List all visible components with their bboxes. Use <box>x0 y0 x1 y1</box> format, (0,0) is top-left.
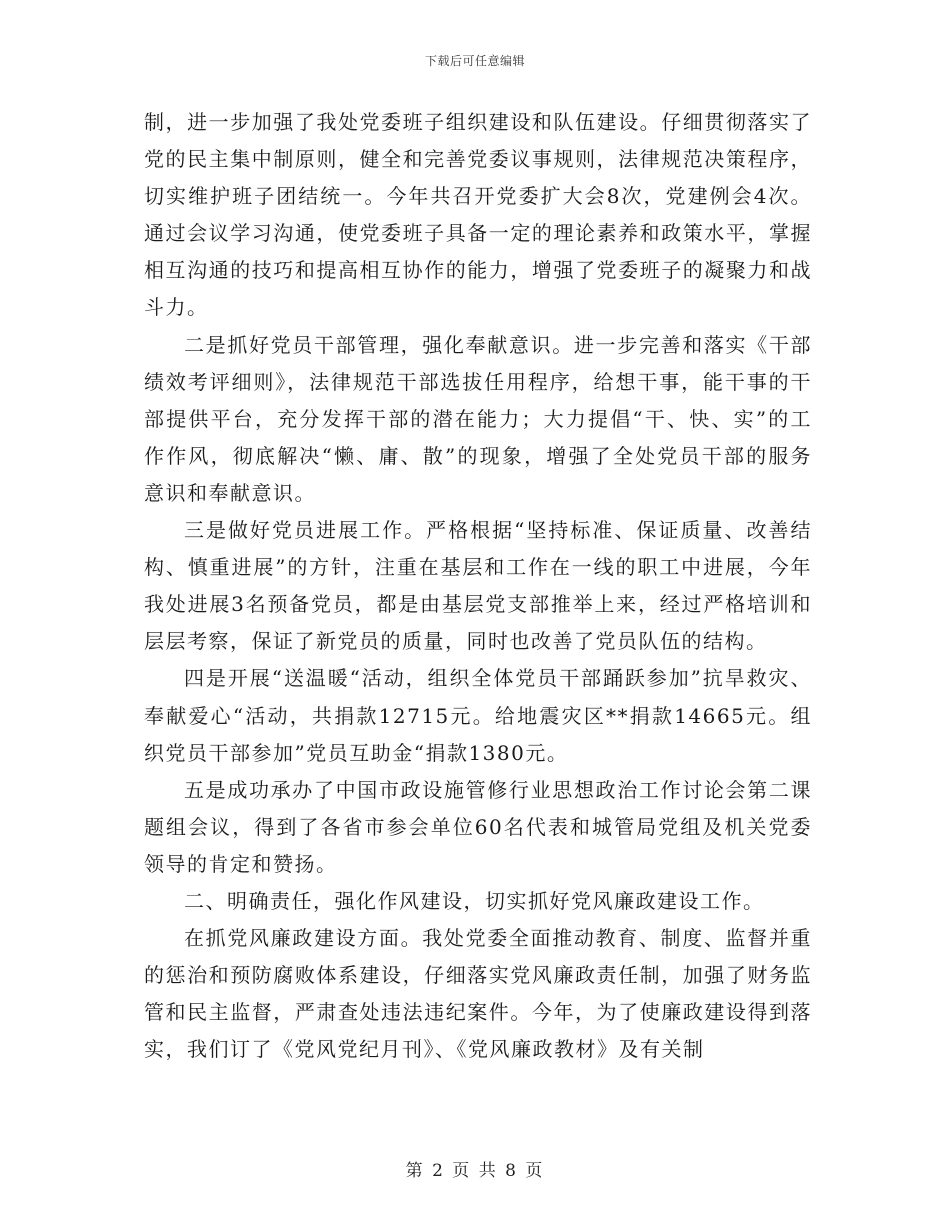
page-header: 下载后可任意编辑 <box>424 54 525 68</box>
paragraph-integrity-building: 在抓党风廉政建设方面。我处党委全面推动教育、制度、监督并重的惩治和预防腐败体系建设，仔细落实党风廉政责任制，加强了财务监管和民主监督，严肃查处违法违纪案件。今年，为了使廉政建设得到落实，我们订了《党风党纪月刊》、《党风廉政教材》及有关制 <box>144 926 812 1062</box>
paragraph-continuation: 制，进一步加强了我处党委班子组织建设和队伍建设。仔细贯彻落实了党的民主集中制原则，健全和完善党委议事规则，法律规范决策程序，切实维护班子团结统一。今年共召开党委扩大会8次，党建例会4次。通过会议学习沟通，使党委班子具备一定的理论素养和政策水平，掌握相互沟通的技巧和提高相互协作的能力，增强了党委班子的凝聚力和战斗力。 <box>144 110 812 320</box>
paragraph-cadre-management: 二是抓好党员干部管理，强化奉献意识。进一步完善和落实《干部绩效考评细则》，法律规范干部选拔任用程序，给想干事，能干事的干部提供平台，充分发挥干部的潜在能力；大力提倡“干、快、实”的工作作风，彻底解决“懒、庸、散”的现象，增强了全处党员干部的服务意识和奉献意识。 <box>144 332 812 505</box>
section-heading-responsibility: 二、明确责任，强化作风建设，切实抓好党风廉政建设工作。 <box>184 888 765 913</box>
page-number-footer: 第 2 页 共 8 页 <box>405 1161 545 1181</box>
paragraph-member-development: 三是做好党员进展工作。严格根据“坚持标准、保证质量、改善结构、慎重进展”的方针，注重在基层和工作在一线的职工中进展，今年我处进展3名预备党员，都是由基层党支部推举上来，经过严格培训和层层考察，保证了新党员的质量，同时也改善了党员队伍的结构。 <box>144 518 812 654</box>
paragraph-donation-activities: 四是开展“送温暖“活动，组织全体党员干部踊跃参加”抗旱救灾、奉献爱心“活动，共捐款12715元。给地震灾区**捐款14665元。组织党员干部参加”党员互助金“捐款1380元。 <box>144 666 812 765</box>
document-body <box>144 104 812 1068</box>
paragraph-conference-hosting: 五是成功承办了中国市政设施管修行业思想政治工作讨论会第二课题组会议，得到了各省市参会单位60名代表和城管局党组及机关党委领导的肯定和赞扬。 <box>144 777 812 876</box>
